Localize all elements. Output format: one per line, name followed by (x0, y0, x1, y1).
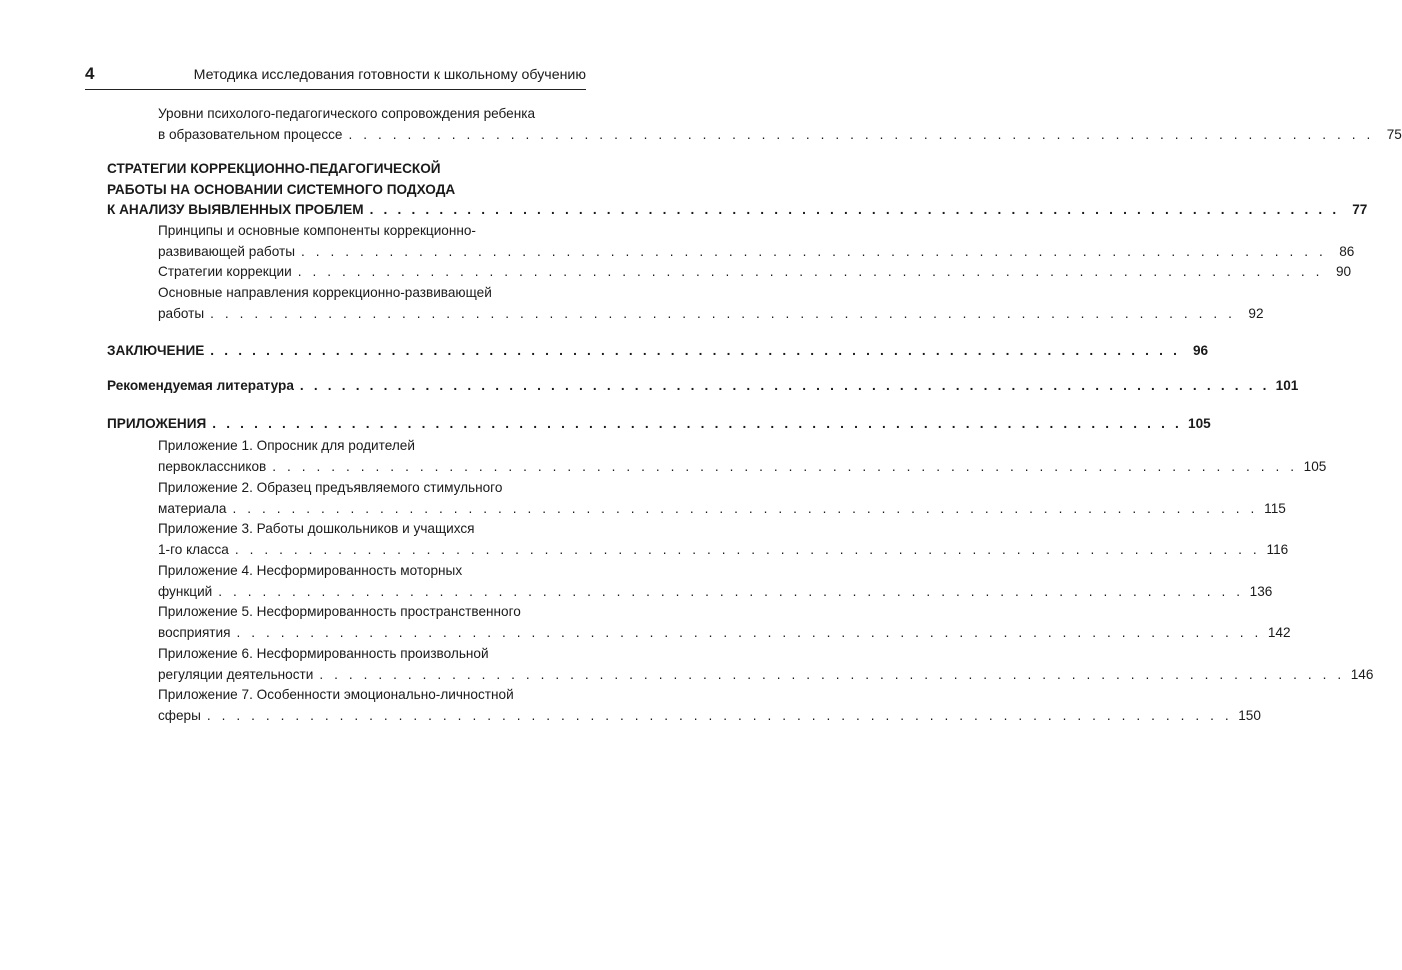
toc-entry-correction-strategies-chapter[interactable] (107, 159, 1368, 221)
toc-entry-appendix-3[interactable] (158, 519, 1289, 560)
toc-entry-title: Приложение 6. Несформированность произвольной (158, 646, 489, 661)
toc-page-number: 146 (1350, 666, 1374, 682)
toc-entry-conclusion[interactable] (107, 341, 1209, 362)
toc-entry-title: Приложение 7. Особенности эмоционально-личностной (158, 687, 514, 702)
dot-leader: . . . . . . . . . . . . . . . . . . . . . . . . . . . . . . . . . . . . . . . . . . . . . . . . . . . . . . . . . . . . . . . . . . . . . . (206, 707, 1233, 723)
toc-entry-title: СТРАТЕГИИ КОРРЕКЦИОННО-ПЕДАГОГИЧЕСКОЙ (107, 161, 441, 176)
dot-leader: . . . . . . . . . . . . . . . . . . . . . . . . . . . . . . . . . . . . . . . . . . . . . . . . . . . . . . . . . . . . . . . . . . . . . . (236, 624, 1262, 640)
toc-entry-title: Приложение 3. Работы дошкольников и учащихся (158, 521, 475, 536)
dot-leader: . . . . . . . . . . . . . . . . . . . . . . . . . . . . . . . . . . . . . . . . . . . . . . . . . . . . . . . . . . . . . . . . . . . . . . (272, 458, 1298, 474)
dot-leader: . . . . . . . . . . . . . . . . . . . . . . . . . . . . . . . . . . . . . . . . . . . . . . . . . . . . . . . . . . . . . . . . . . . . . . (300, 243, 1327, 259)
toc-entry-support-levels[interactable] (158, 104, 1402, 145)
toc-entry-appendix-6[interactable] (158, 644, 1374, 685)
toc-page-number: 75 (1386, 126, 1402, 142)
dot-leader: . . . . . . . . . . . . . . . . . . . . . . . . . . . . . . . . . . . . . . . . . . . . . . . . . . . . . . . . . . . . . . . . . . . . . . (210, 305, 1236, 321)
toc-entry-title: Рекомендуемая литература (107, 378, 294, 393)
toc-entry-title: РАБОТЫ НА ОСНОВАНИИ СИСТЕМНОГО ПОДХОДА (107, 181, 456, 197)
toc-page-number: 96 (1192, 343, 1209, 358)
dot-leader: . . . . . . . . . . . . . . . . . . . . . . . . . . . . . . . . . . . . . . . . . . . . . . . . . . . . . . . . . . . . . . . . . . . . . . (210, 343, 1181, 358)
dot-leader: . . . . . . . . . . . . . . . . . . . . . . . . . . . . . . . . . . . . . . . . . . . . . . . . . . . . . . . . . . . . . . . . . . . . . . (369, 202, 1340, 217)
toc-entry-title: Стратегии коррекции (158, 264, 292, 279)
toc-entry-title: регуляции деятельности (158, 666, 314, 682)
toc-entry-title: Приложение 4. Несформированность моторных (158, 563, 463, 578)
toc-entry-title: Принципы и основные компоненты коррекционно- (158, 223, 476, 238)
page-number: 4 (85, 64, 95, 83)
toc-entry-title: функций (158, 583, 213, 599)
toc-entry-appendices[interactable] (107, 414, 1211, 435)
toc-entry-title: восприятия (158, 624, 231, 640)
toc-entry-title: ЗАКЛЮЧЕНИЕ (107, 343, 205, 358)
toc-entry-appendix-1[interactable] (158, 436, 1327, 477)
toc-page-number: 77 (1352, 202, 1368, 217)
header-divider (85, 89, 586, 90)
dot-leader: . . . . . . . . . . . . . . . . . . . . . . . . . . . . . . . . . . . . . . . . . . . . . . . . . . . . . . . . . . . . . . . . . . . . . . (299, 378, 1270, 393)
dot-leader: . . . . . . . . . . . . . . . . . . . . . . . . . . . . . . . . . . . . . . . . . . . . . . . . . . . . . . . . . . . . . . . . . . . . . . (218, 583, 1244, 599)
toc-entry-recommended-literature[interactable] (107, 376, 1299, 397)
toc-entry-main-directions[interactable] (158, 283, 1264, 324)
toc-entry-title: Приложение 5. Несформированность пространственного (158, 604, 521, 619)
toc-entry-title: Приложение 1. Опросник для родителей (158, 438, 415, 453)
toc-page-number: 142 (1267, 624, 1291, 640)
toc-entry-appendix-2[interactable] (158, 478, 1286, 519)
toc-entry-title: Основные направления коррекционно-развивающей (158, 285, 492, 300)
toc-entry-title: материала (158, 500, 227, 516)
toc-page-number: 105 (1303, 458, 1327, 474)
toc-page-number: 92 (1248, 305, 1264, 321)
toc-entry-title: ПРИЛОЖЕНИЯ (107, 416, 207, 431)
dot-leader: . . . . . . . . . . . . . . . . . . . . . . . . . . . . . . . . . . . . . . . . . . . . . . . . . . . . . . . . . . . . . . . . . . . . . . (232, 500, 1258, 516)
toc-page-number: 101 (1275, 378, 1299, 393)
running-title: Методика исследования готовности к школьному обучению (193, 67, 586, 83)
dot-leader: . . . . . . . . . . . . . . . . . . . . . . . . . . . . . . . . . . . . . . . . . . . . . . . . . . . . . . . . . . . . . . . . . . . . . . (234, 541, 1261, 557)
toc-entry-title: сферы (158, 707, 201, 723)
toc-page-number: 150 (1238, 707, 1261, 723)
toc-page-number: 86 (1339, 243, 1355, 259)
toc-entry-title: Уровни психолого-педагогического сопровождения ребенка (158, 106, 536, 121)
dot-leader: . . . . . . . . . . . . . . . . . . . . . . . . . . . . . . . . . . . . . . . . . . . . . . . . . . . . . . . . . . . . . . . . . . . . . . (297, 264, 1324, 279)
toc-entry-title: развивающей работы (158, 243, 295, 259)
toc-entry-correction-strategies[interactable] (158, 262, 1352, 283)
toc-entry-title: Приложение 2. Образец предъявляемого стимульного (158, 480, 503, 495)
toc-entry-appendix-4[interactable] (158, 561, 1273, 602)
toc-entry-title: первоклассников (158, 458, 267, 474)
toc-entry-principles[interactable] (158, 221, 1355, 262)
toc-page-number: 115 (1264, 500, 1286, 516)
dot-leader: . . . . . . . . . . . . . . . . . . . . . . . . . . . . . . . . . . . . . . . . . . . . . . . . . . . . . . . . . . . . . . . . . . . . . . (348, 126, 1374, 142)
dot-leader: . . . . . . . . . . . . . . . . . . . . . . . . . . . . . . . . . . . . . . . . . . . . . . . . . . . . . . . . . . . . . . . . . . . . . . (212, 416, 1183, 431)
toc-entry-title: в образовательном процессе (158, 126, 343, 142)
toc-entry-appendix-5[interactable] (158, 602, 1291, 643)
dot-leader: . . . . . . . . . . . . . . . . . . . . . . . . . . . . . . . . . . . . . . . . . . . . . . . . . . . . . . . . . . . . . . . . . . . . . . (319, 666, 1345, 682)
toc-page-number: 136 (1249, 583, 1273, 599)
toc-page-number: 105 (1188, 416, 1211, 431)
toc-page-number: 90 (1335, 264, 1352, 279)
toc-page-number: 116 (1266, 541, 1289, 557)
toc-entry-title: работы (158, 305, 205, 321)
toc-entry-title: К АНАЛИЗУ ВЫЯВЛЕННЫХ ПРОБЛЕМ (107, 202, 364, 217)
toc-entry-appendix-7[interactable] (158, 685, 1261, 726)
toc-entry-title: 1-го класса (158, 541, 229, 557)
